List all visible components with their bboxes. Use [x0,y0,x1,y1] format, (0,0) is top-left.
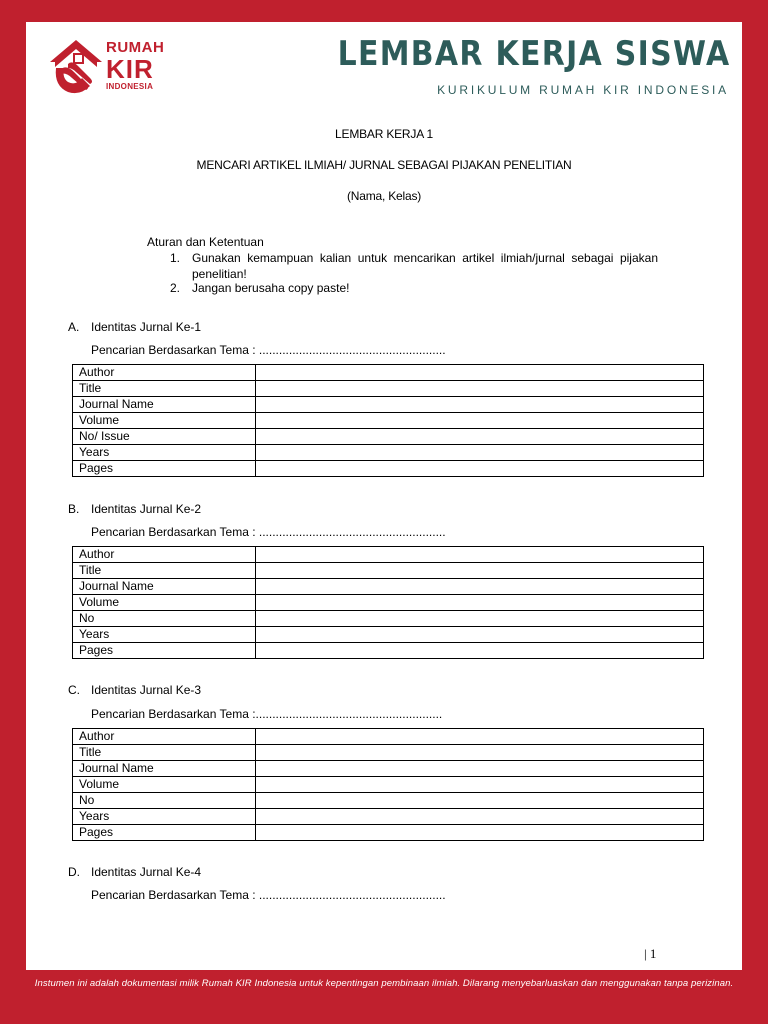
page-number: | 1 [644,946,657,961]
rule-item [170,280,658,296]
field-label: No [73,611,256,627]
field-label: Pages [73,461,256,477]
field-value-cell[interactable] [256,643,704,659]
table-row [73,445,704,461]
field-value-cell[interactable] [256,547,704,563]
rule-text: Gunakan kemampuan kalian untuk mencarikan artikel ilmiah/jurnal sebagai pijakan penelitian! [192,251,658,281]
field-value-cell[interactable] [256,611,704,627]
section-letter: B. [68,502,80,516]
table-row [73,381,704,397]
field-label: Volume [73,413,256,429]
table-row [73,397,704,413]
logo-text-kir: KIR [106,54,154,84]
table-row [73,745,704,761]
field-value-cell[interactable] [256,627,704,643]
worksheet-subtitle: MENCARI ARTIKEL ILMIAH/ JURNAL SEBAGAI PIJAKAN PENELITIAN [196,158,572,172]
logo-text-rumah: RUMAH [106,39,165,56]
field-label: Author [73,365,256,381]
table-row [73,429,704,445]
section-title: Identitas Jurnal Ke-3 [91,683,202,697]
field-value-cell[interactable] [256,563,704,579]
table-row [73,547,704,563]
field-value-cell[interactable] [256,729,704,745]
table-row [73,413,704,429]
house-hands-icon [46,34,106,100]
field-label: Title [73,745,256,761]
tema-line: Pencarian Berdasarkan Tema :........................................................ [91,707,443,721]
field-value-cell[interactable] [256,413,704,429]
field-label: No/ Issue [73,429,256,445]
table-row [73,777,704,793]
logo-text-indonesia: INDONESIA [106,82,154,91]
section-heading-b [68,502,201,516]
field-value-cell[interactable] [256,397,704,413]
journal-table-1 [72,364,704,477]
table-row [73,563,704,579]
worksheet-title: LEMBAR KERJA 1 [335,127,433,141]
field-value-cell[interactable] [256,745,704,761]
field-value-cell[interactable] [256,381,704,397]
field-label: Journal Name [73,397,256,413]
rule-number: 1. [170,251,181,265]
section-title: Identitas Jurnal Ke-4 [91,865,202,879]
field-value-cell[interactable] [256,579,704,595]
field-value-cell[interactable] [256,809,704,825]
field-label: Pages [73,825,256,841]
field-label: Title [73,381,256,397]
section-heading-d [68,865,201,879]
section-letter: D. [68,865,80,879]
rule-text: Jangan berusaha copy paste! [192,281,350,295]
rumah-kir-logo [46,34,176,100]
field-label: Journal Name [73,579,256,595]
field-value-cell[interactable] [256,365,704,381]
field-label: Years [73,445,256,461]
tema-line: Pencarian Berdasarkan Tema : ........................................................ [91,888,446,902]
field-value-cell[interactable] [256,595,704,611]
section-letter: C. [68,683,80,697]
tema-line: Pencarian Berdasarkan Tema : ........................................................ [91,343,446,357]
field-label: Title [73,563,256,579]
field-value-cell[interactable] [256,461,704,477]
field-label: Volume [73,595,256,611]
field-label: Years [73,809,256,825]
table-row [73,611,704,627]
section-heading-c [68,683,201,697]
table-row [73,643,704,659]
table-row [73,627,704,643]
field-value-cell[interactable] [256,825,704,841]
field-value-cell[interactable] [256,793,704,809]
field-label: Journal Name [73,761,256,777]
rule-number: 2. [170,281,181,295]
field-value-cell[interactable] [256,777,704,793]
field-value-cell[interactable] [256,429,704,445]
field-value-cell[interactable] [256,445,704,461]
header-title: LEMBAR KERJA SISWA [337,34,730,74]
table-row [73,761,704,777]
field-label: Author [73,729,256,745]
tema-line: Pencarian Berdasarkan Tema : ........................................................ [91,525,446,539]
table-row [73,793,704,809]
field-label: Author [73,547,256,563]
table-row [73,809,704,825]
section-heading-a [68,320,201,334]
section-letter: A. [68,320,80,334]
field-label: Years [73,627,256,643]
journal-table-2 [72,546,704,659]
table-row [73,579,704,595]
table-row [73,825,704,841]
section-title: Identitas Jurnal Ke-1 [91,320,202,334]
journal-table-3 [72,728,704,841]
section-title: Identitas Jurnal Ke-2 [91,502,202,516]
header-subtitle: KURIKULUM RUMAH KIR INDONESIA [437,83,729,97]
table-row [73,729,704,745]
document-page [26,22,742,970]
rules-heading: Aturan dan Ketentuan [147,235,264,249]
field-label: No [73,793,256,809]
table-row [73,595,704,611]
table-row [73,461,704,477]
table-row [73,365,704,381]
field-value-cell[interactable] [256,761,704,777]
rule-item [170,250,658,282]
footer-disclaimer: Instumen ini adalah dokumentasi milik Rumah KIR Indonesia untuk kepentingan pembinaan ilmiah. Dilarang menyebarluaskan dan menggunakan tanpa perizinan. [34,978,734,989]
field-label: Volume [73,777,256,793]
field-label: Pages [73,643,256,659]
name-class-line: (Nama, Kelas) [346,189,422,203]
